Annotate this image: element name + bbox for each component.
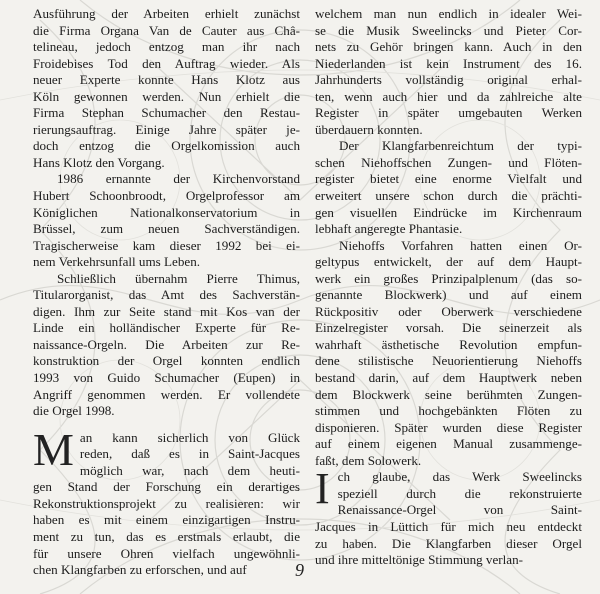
text-line: neuer Experte konnte Hans Klotz aus — [33, 72, 300, 88]
text-line: Angriff genommen werden. Er vollendete — [33, 386, 300, 402]
text-line: Königlichen Nationalkonservatorium in — [33, 204, 300, 220]
text-line: dene stilistische Neuorientierung Niehoffs — [315, 353, 582, 369]
text-line: gen visuellen Eindrücke im Kirchenraum — [315, 204, 582, 220]
right-paragraph-4 — [315, 464, 582, 568]
left-paragraph-3 — [33, 271, 300, 420]
text-line: se die Musik Sweelincks und Pieter Cor- — [315, 22, 582, 38]
text-line: reden, daß es in Saint-Jacques — [79, 446, 300, 462]
right-paragraph-1 — [315, 6, 582, 138]
text-line: werk ein großes Prinzipalplenum (das so- — [315, 270, 582, 286]
text-line: Titularorganist, das Amt des Sachverstän- — [33, 287, 300, 303]
text-line: faßt, dem Solowerk. — [315, 452, 422, 468]
left-column — [33, 6, 300, 579]
text-line: schen Niehoffschen Zungen- und Flöten- — [315, 154, 582, 170]
text-line: nem Verkehrsunfall ums Leben. — [33, 254, 201, 270]
drop-cap-i: I — [315, 464, 330, 514]
text-line: genannte Blockwerk) und auf einem — [315, 287, 582, 303]
text-line: chen Klangfarben zu erforschen, und auf — [33, 562, 247, 578]
text-line: konstruktion der Orgel konnten endlich — [33, 353, 300, 369]
text-line: ten, wenn auch hier und da zahlreiche alte — [315, 88, 582, 104]
left-paragraph-4 — [33, 423, 300, 579]
page-number: 9 — [295, 560, 304, 580]
text-line: auf einem eigenen Manual zusammenge- — [315, 436, 582, 452]
text-line: disponieren. Später wurden diese Register — [315, 419, 582, 435]
text-line: 1986 ernannte der Kirchenvorstand — [57, 171, 300, 187]
text-line: 1993 von Guido Schumacher (Eupen) in — [33, 370, 300, 386]
text-line: an kann sicherlich von Glück — [79, 429, 300, 445]
text-line: für unsere Ohren vielfach ungewöhnli- — [33, 545, 300, 561]
text-line: zu haben. Die Klangfarben dieser Orgel — [315, 535, 582, 551]
text-line: möglich war, nach dem heuti- — [79, 462, 300, 478]
left-paragraph-1 — [33, 6, 300, 171]
text-line: Brüssel, zum neuen Sachverständigen. — [33, 221, 300, 237]
text-line: Hubert Schoonbroodt, Orgelprofessor am — [33, 188, 300, 204]
text-line: überdauern konnten. — [315, 121, 423, 137]
text-line: Tragischerweise kam dieser 1992 bei ei- — [33, 237, 300, 253]
text-line: ment zu tun, das es erstmals erlaubt, die — [33, 528, 300, 544]
text-line: ch glaube, das Werk Sweelincks — [337, 469, 582, 485]
text-line: Renaissance-Orgel von Saint- — [337, 502, 582, 518]
text-line: lebhaft angeregte Phantasie. — [315, 221, 463, 237]
text-line: Einzelregister vorsah. Die seinerzeit als — [315, 320, 582, 336]
text-line: Hans Klotz den Vorgang. — [33, 154, 165, 170]
text-line: Jahrhunderts vollständig original erhal- — [315, 72, 582, 88]
right-column — [315, 6, 582, 569]
right-paragraph-2 — [315, 138, 582, 237]
text-line: Rekonstruktionsprojekt zu realisieren: wir — [33, 495, 300, 511]
text-line: Jacques in Lüttich für mich neu entdeckt — [315, 518, 582, 534]
text-line: digen. Ihm zur Seite stand mit Kos van der — [33, 303, 300, 319]
right-paragraph-3 — [315, 238, 582, 470]
text-line: telineau, jedoch entzog man ihr nach — [33, 39, 300, 55]
text-line: und ihre mitteltönige Stimmung verlan- — [315, 552, 524, 568]
text-line: Niehoffs Vorfahren hatten einen Or- — [339, 237, 582, 253]
text-line: Froidebises Tod den Auftrag wieder. Als — [33, 55, 300, 71]
text-line: dem Blockwerk seine berühmten Zungen- — [315, 386, 582, 402]
text-line: die Orgel 1998. — [33, 403, 115, 419]
text-line: Firma Stephan Schumacher den Restau- — [33, 105, 300, 121]
text-line: Köln gewonnen werden. Nun erhielt die — [33, 88, 300, 104]
text-line: stimmen und hochgebänkten Flöten zu — [315, 403, 582, 419]
text-line: Schließlich übernahm Pierre Thimus, — [57, 270, 300, 286]
text-line: register bietet eine enorme Vielfalt und — [315, 171, 582, 187]
text-line: gen Stand der Forschung ein derartiges — [33, 479, 300, 495]
text-line: wahrhaft ästhetische Revolution empfun- — [315, 336, 582, 352]
text-line: die Firma Organa Van de Cauter aus Châ- — [33, 22, 300, 38]
text-line: doch entzog die Orgelkomission auch — [33, 138, 300, 154]
text-line: Rückpositiv oder Oberwerk verschiedene — [315, 303, 582, 319]
text-line: nets zu Gehör bringen kann. Auch in den — [315, 39, 582, 55]
text-line: naissance-Orgeln. Die Arbeiten zur Re- — [33, 336, 300, 352]
text-line: erweitert unsere schon durch die prächti- — [315, 188, 582, 204]
left-paragraph-2 — [33, 171, 300, 270]
drop-cap-m: M — [33, 423, 74, 475]
text-line: Ausführung der Arbeiten erhielt zunächst — [33, 6, 300, 21]
text-line: bestand darin, auf dem Hauptwerk neben — [315, 370, 582, 386]
text-line: speziell durch die rekonstruierte — [337, 485, 582, 501]
text-line: Linde ein holländischer Experte für Re- — [33, 320, 300, 336]
text-line: haben es mit einem einzigartigen Instru- — [33, 512, 300, 528]
text-line: welchem man nun endlich in idealer Wei- — [315, 6, 582, 21]
text-line: rierungsauftrag. Einige Jahre später je- — [33, 121, 300, 137]
text-line: Niederlanden ist kein Instrument des 16. — [315, 55, 582, 71]
text-line: Register in später umgebauten Werken — [315, 105, 582, 121]
text-line: geltypus entwickelt, der auf dem Haupt- — [315, 254, 582, 270]
text-line: Der Klangfarbenreichtum der typi- — [339, 138, 582, 154]
